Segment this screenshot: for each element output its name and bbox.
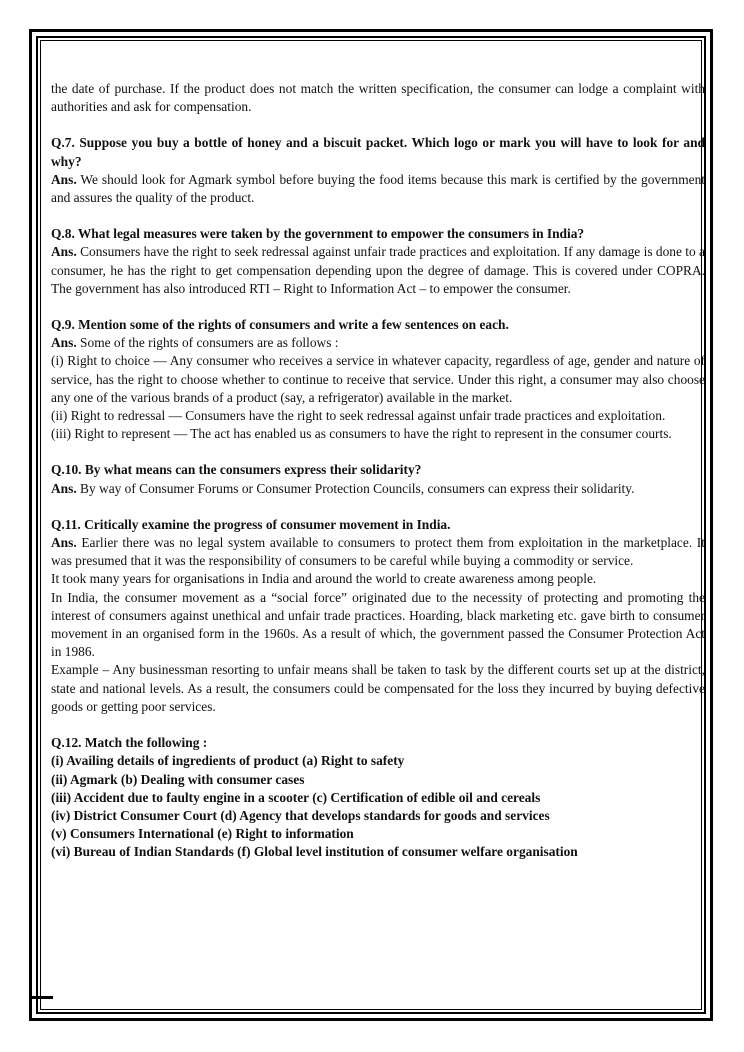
q12-item-1: (i) Availing details of ingredients of product (a) Right to safety (51, 753, 405, 769)
q10-question: Q.10. By what means can the consumers express their solidarity? (51, 462, 422, 478)
q11-question: Q.11. Critically examine the progress of consumer movement in India. (51, 516, 451, 532)
q12-item-3: (iii) Accident due to faulty engine in a scooter (c) Certification of edible oil and cereals (51, 789, 541, 805)
ans-label: Ans. (51, 535, 77, 551)
q12-match-block (51, 734, 705, 861)
q9-answer (51, 334, 705, 352)
q7-answer-text: We should look for Agmark symbol before buying the food items because this mark is certified by the government and assures the quality of the product. (51, 171, 705, 206)
q12-item-5: (v) Consumers International (e) Right to information (51, 826, 354, 842)
q9-point-1: (i) Right to choice — Any consumer who receives a service in whatever capacity, regardless of age, gender and nature of service, has the right to choose whether to continue to receive that service. Under this right, a consumer may also choose any one of the various brands of a product (say, a refrigerator) available in the market. (51, 353, 705, 405)
q8-question: Q.8. What legal measures were taken by the government to empower the consumers in India? (51, 226, 585, 242)
q9-question: Q.9. Mention some of the rights of consumers and write a few sentences on each. (51, 317, 509, 333)
q12-item-2: (ii) Agmark (b) Dealing with consumer cases (51, 771, 305, 787)
q9-answer-text: Some of the rights of consumers are as follows : (80, 335, 339, 351)
q11-paragraph-1: It took many years for organisations in India and around the world to create awareness among people. (51, 571, 597, 587)
document-body (51, 80, 705, 862)
q12-item-4: (iv) District Consumer Court (d) Agency that develops standards for goods and services (51, 807, 550, 823)
ans-label: Ans. (51, 171, 77, 187)
q7-question: Q.7. Suppose you buy a bottle of honey and a biscuit packet. Which logo or mark you will have to look for and why? (51, 135, 705, 169)
q12-question: Q.12. Match the following : (51, 735, 208, 751)
q9-point-3: (iii) Right to represent — The act has enabled us as consumers to have the right to represent in the consumer courts. (51, 426, 672, 442)
ans-label: Ans. (51, 480, 77, 496)
ans-label: Ans. (51, 244, 77, 260)
q11-answer (51, 534, 705, 570)
q7-answer (51, 171, 705, 207)
q8-answer-text: Consumers have the right to seek redressal against unfair trade practices and exploitation. If any damage is done to a consumer, he has the right to get compensation depending upon the degree of damage. This is covered under COPRA. The government has also introduced RTI – Right to Information Act – to empower the consumer. (51, 244, 705, 296)
q12-item-6: (vi) Bureau of Indian Standards (f) Global level institution of consumer welfare organisation (51, 844, 578, 860)
ans-label: Ans. (51, 335, 77, 351)
q10-answer (51, 480, 705, 498)
q11-answer-text: Earlier there was no legal system available to consumers to protect them from exploitation in the marketplace. It was presumed that it was the responsibility of consumers to be careful while buying a commodity or service. (51, 535, 705, 569)
intro-paragraph: the date of purchase. If the product does not match the written specification, the consumer can lodge a complaint with authorities and ask for compensation. (51, 81, 705, 115)
q11-paragraph-3: Example – Any businessman resorting to unfair means shall be taken to task by the different courts set up at the district, state and national levels. As a result, the consumers could be compensated for the loss they incurred by buying defective goods or getting poor services. (51, 662, 705, 714)
q11-paragraph-2: In India, the consumer movement as a “social force” originated due to the necessity of protecting and promoting the interest of consumers against unethical and unfair trade practices. Hoarding, black marketing etc. gave birth to consumer movement in an organised form in the 1960s. As a result of which, the government passed the Consumer Protection Act in 1986. (51, 589, 705, 660)
q8-answer (51, 243, 705, 298)
q10-answer-text: By way of Consumer Forums or Consumer Protection Councils, consumers can express their solidarity. (80, 480, 635, 496)
page-corner-mark-bar (29, 996, 53, 999)
q9-point-2: (ii) Right to redressal — Consumers have the right to seek redressal against unfair trade practices and exploitation. (51, 408, 666, 424)
